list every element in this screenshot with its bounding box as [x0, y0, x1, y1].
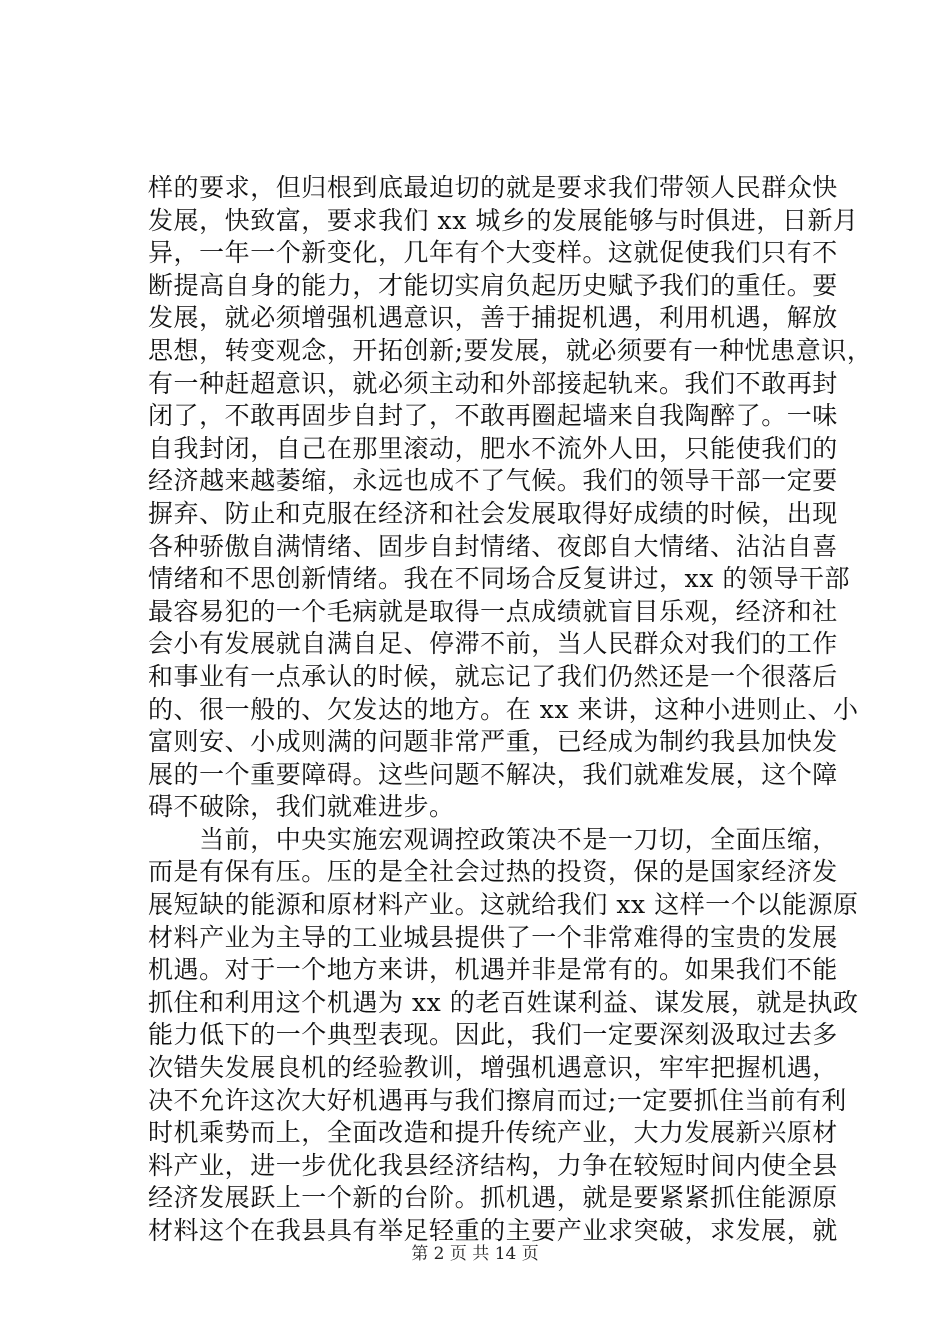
text-line: 机遇。对于一个地方来讲，机遇并非是常有的。如果我们不能 [148, 955, 838, 985]
text-line: 最容易犯的一个毛病就是取得一点成绩就盲目乐观，经济和社 [148, 596, 838, 626]
text-line: 发展，就必须增强机遇意识，善于捕捉机遇，利用机遇，解放 [148, 303, 838, 333]
text-line: 各种骄傲自满情绪、固步自封情绪、夜郎自大情绪、沾沾自喜 [148, 531, 838, 561]
text-line: 摒弃、防止和克服在经济和社会发展取得好成绩的时候，出现 [148, 498, 838, 528]
text-line: 时机乘势而上，全面改造和提升传统产业，大力发展新兴原材 [148, 1118, 838, 1148]
text-line: 有一种赶超意识，就必须主动和外部接起轨来。我们不敢再封 [148, 368, 838, 398]
text-line: 材料产业为主导的工业城县提供了一个非常难得的宝贵的发展 [148, 922, 838, 952]
text-line: 发展，快致富，要求我们 xx 城乡的发展能够与时俱进，日新月 [148, 205, 859, 235]
text-line: 材料这个在我县具有举足轻重的主要产业求突破，求发展，就 [148, 1216, 838, 1245]
text-line: 展的一个重要障碍。这些问题不解决，我们就难发展，这个障 [148, 759, 838, 789]
text-line: 经济越来越萎缩，永远也成不了气候。我们的领导干部一定要 [148, 466, 838, 496]
body-text [148, 172, 873, 1248]
text-line: 当前，中央实施宏观调控政策决不是一刀切，全面压缩， [148, 824, 838, 854]
text-line: 样的要求，但归根到底最迫切的就是要求我们带领人民群众快 [148, 173, 838, 202]
text-line: 自我封闭，自己在那里滚动，肥水不流外人田，只能使我们的 [148, 433, 838, 463]
text-line: 和事业有一点承认的时候，就忘记了我们仍然还是一个很落后 [148, 661, 838, 691]
text-line: 思想，转变观念，开拓创新;要发展，就必须要有一种忧患意识， [148, 335, 873, 365]
text-line: 次错失发展良机的经验教训，增强机遇意识，牢牢把握机遇， [148, 1053, 838, 1083]
text-line: 决不允许这次大好机遇再与我们擦肩而过;一定要抓住当前有利 [148, 1085, 847, 1115]
text-line: 闭了，不敢再固步自封了，不敢再圈起墙来自我陶醉了。一味 [148, 401, 838, 431]
text-line: 的、很一般的、欠发达的地方。在 xx 来讲，这种小进则止、小 [148, 694, 859, 724]
text-line: 而是有保有压。压的是全社会过热的投资，保的是国家经济发 [148, 857, 838, 887]
page-footer: 第 2 页 共 14 页 [411, 1244, 539, 1264]
text-line: 会小有发展就自满自足、停滞不前，当人民群众对我们的工作 [148, 629, 838, 659]
text-line: 异，一年一个新变化，几年有个大变样。这就促使我们只有不 [148, 238, 838, 268]
text-line: 情绪和不思创新情绪。我在不同场合反复讲过，xx 的领导干部 [148, 564, 851, 594]
text-line: 料产业，进一步优化我县经济结构，力争在较短时间内使全县 [148, 1150, 838, 1180]
text-line: 断提高自身的能力，才能切实肩负起历史赋予我们的重任。要 [148, 270, 838, 300]
text-line: 富则安、小成则满的问题非常严重，已经成为制约我县加快发 [148, 727, 838, 757]
text-line: 经济发展跃上一个新的台阶。抓机遇，就是要紧紧抓住能源原 [148, 1183, 838, 1213]
text-line: 抓住和利用这个机遇为 xx 的老百姓谋利益、谋发展，就是执政 [148, 987, 859, 1017]
text-line: 碍不破除，我们就难进步。 [148, 792, 455, 822]
text-line: 能力低下的一个典型表现。因此，我们一定要深刻汲取过去多 [148, 1020, 838, 1050]
text-line: 展短缺的能源和原材料产业。这就给我们 xx 这样一个以能源原 [148, 890, 859, 920]
